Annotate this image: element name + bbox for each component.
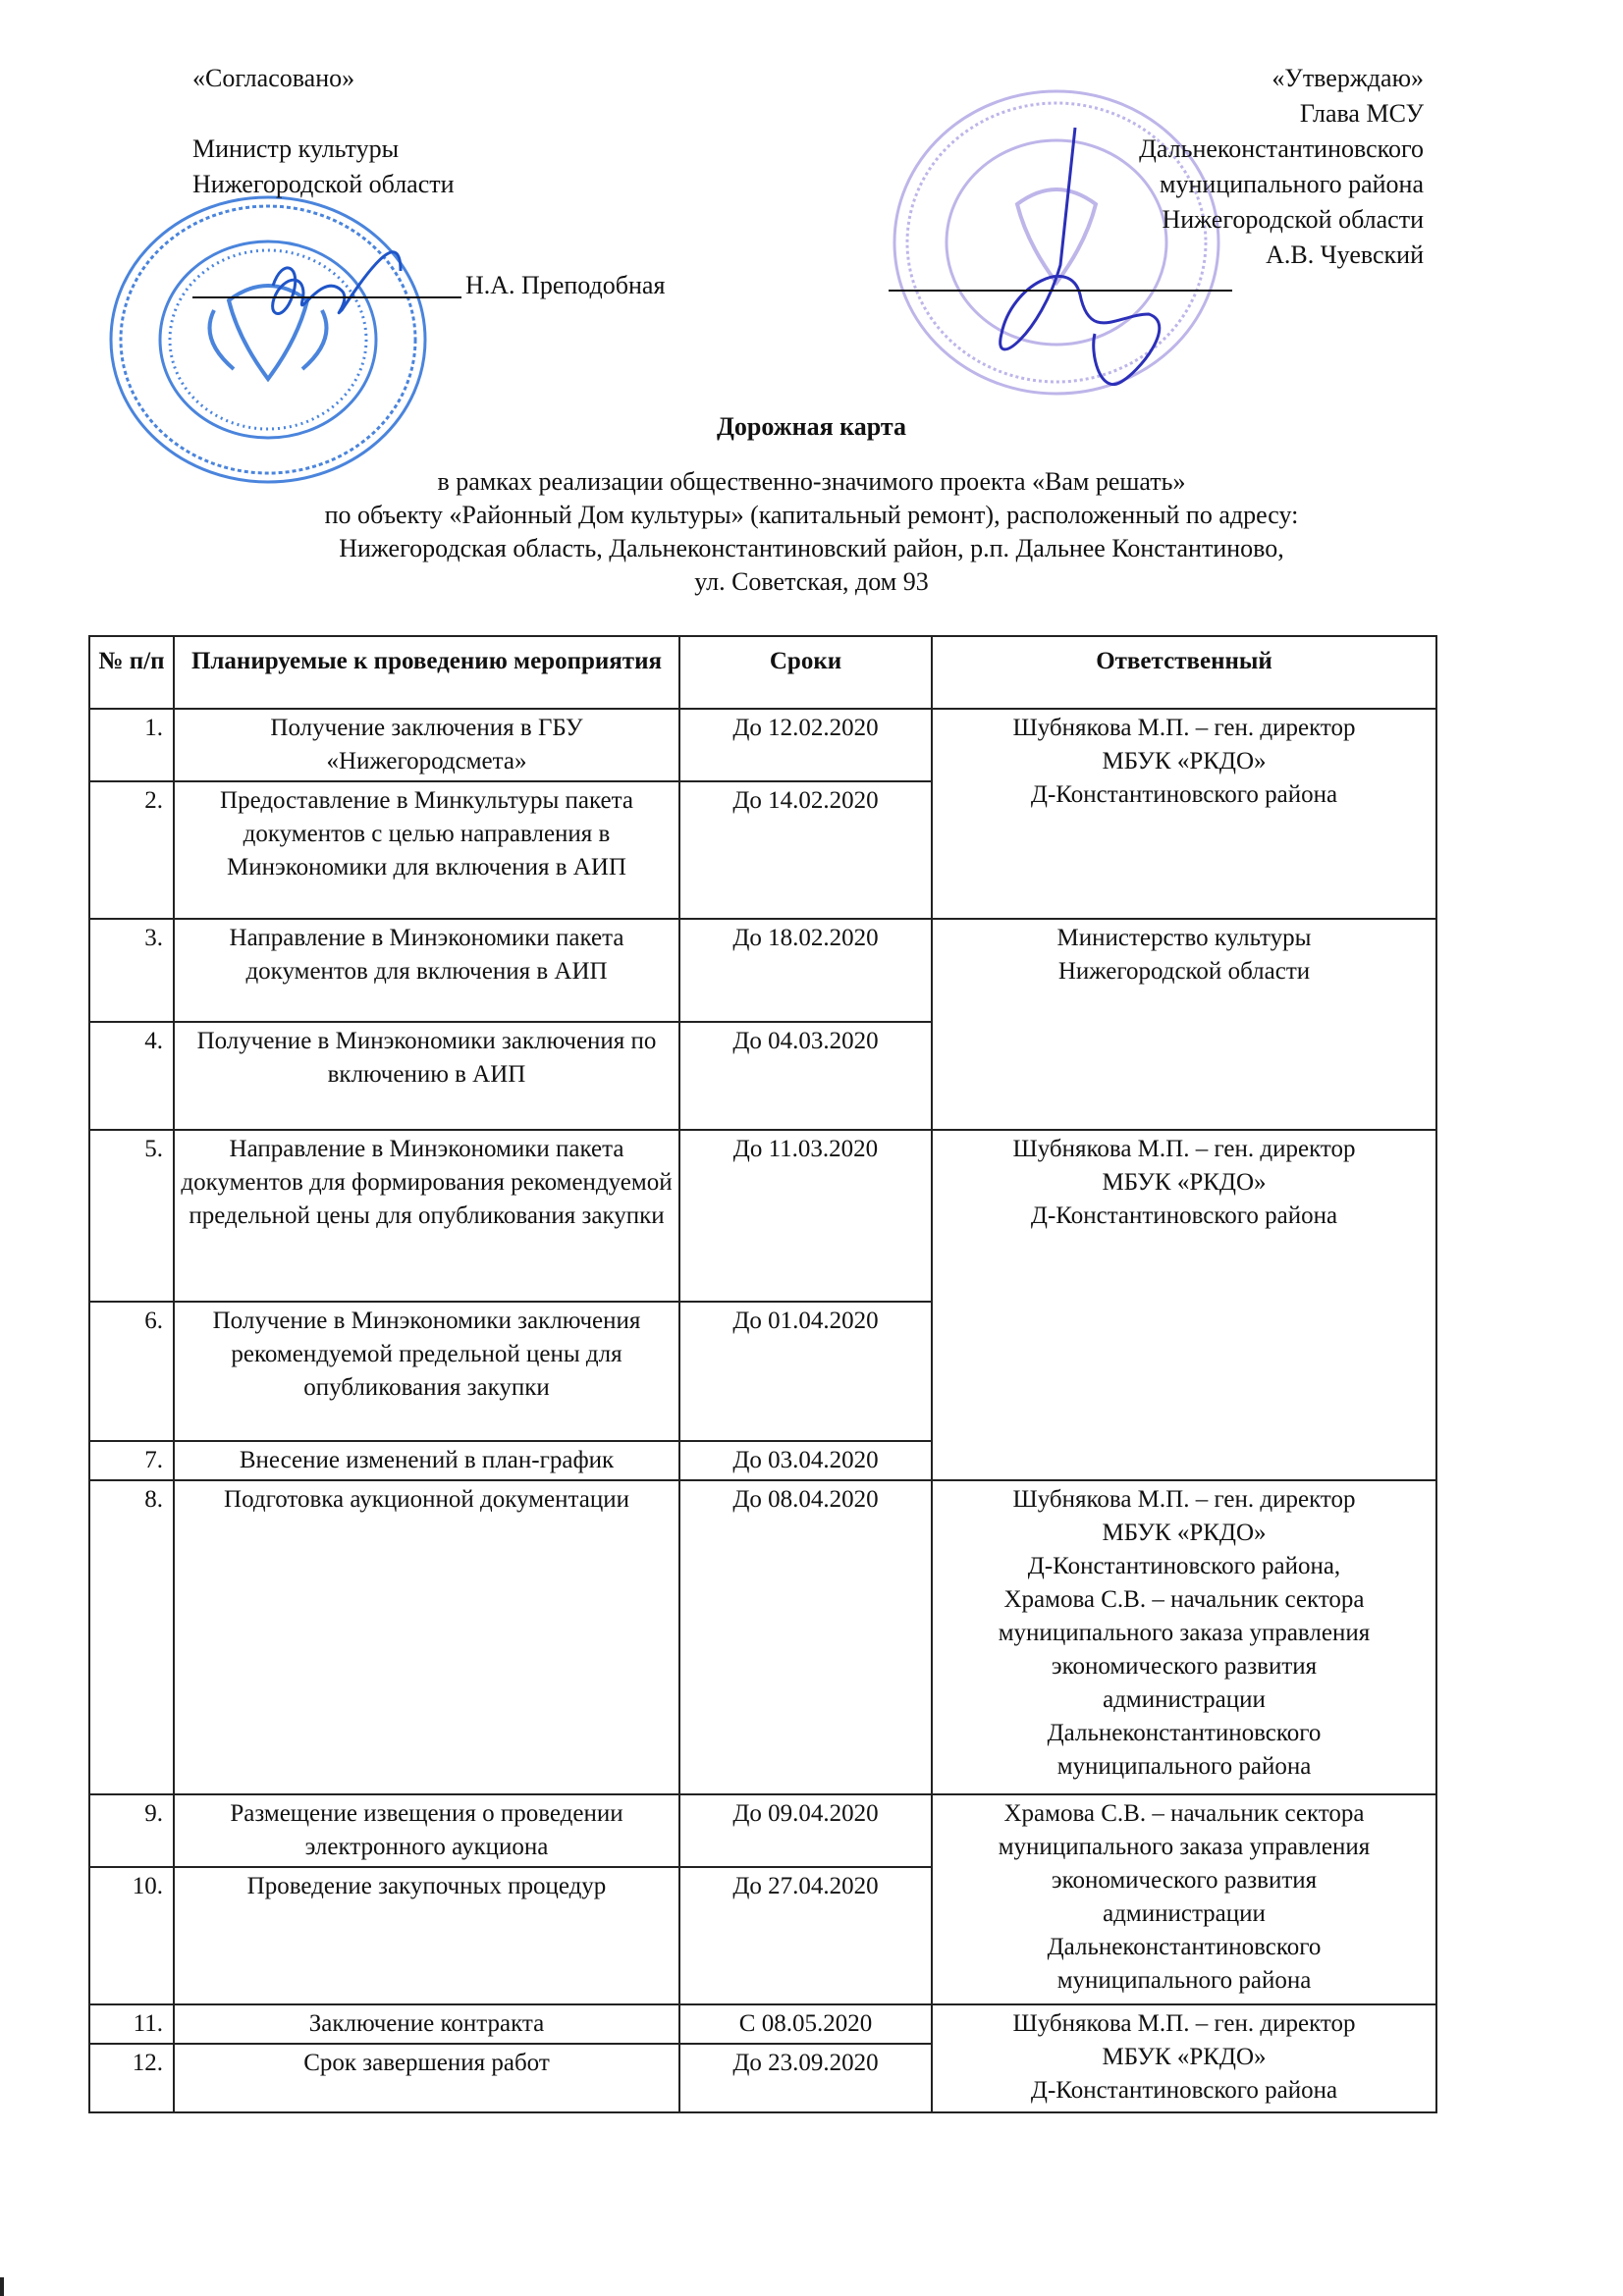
row-num: 12. xyxy=(89,2044,174,2112)
row-deadline: До 09.04.2020 xyxy=(679,1794,932,1867)
row-deadline: До 01.04.2020 xyxy=(679,1302,932,1441)
agreed-position-line: Нижегородской области xyxy=(192,170,455,198)
signature-line xyxy=(889,290,1232,292)
table-row xyxy=(89,1130,1436,1302)
row-deadline: До 08.04.2020 xyxy=(679,1480,932,1794)
row-num: 5. xyxy=(89,1130,174,1302)
row-deadline: До 14.02.2020 xyxy=(679,781,932,919)
approved-block xyxy=(1139,61,1424,273)
approved-label: «Утверждаю» xyxy=(1271,64,1424,92)
subtitle-line: в рамках реализации общественно-значимого проекта «Вам решать» xyxy=(437,467,1186,496)
table-header-row xyxy=(89,636,1436,709)
row-activity: Заключение контракта xyxy=(174,2004,679,2044)
row-deadline: До 12.02.2020 xyxy=(679,709,932,781)
row-activity: Подготовка аукционной документации xyxy=(174,1480,679,1794)
row-activity: Предоставление в Минкультуры пакета документов с целью направления в Минэкономики для включения в АИП xyxy=(174,781,679,919)
row-deadline: До 23.09.2020 xyxy=(679,2044,932,2112)
row-activity: Размещение извещения о проведении электронного аукциона xyxy=(174,1794,679,1867)
approved-position-line: Нижегородской области xyxy=(1162,205,1424,234)
row-deadline: До 27.04.2020 xyxy=(679,1867,932,2004)
agreed-signatory: Н.А. Преподобная xyxy=(465,271,666,299)
row-activity: Срок завершения работ xyxy=(174,2044,679,2112)
approved-position-line: Глава МСУ xyxy=(1299,99,1424,128)
row-activity: Получение в Минэкономики заключения по включению в АИП xyxy=(174,1022,679,1130)
roadmap-table xyxy=(88,635,1437,2113)
table-row xyxy=(89,1480,1436,1794)
table-row xyxy=(89,709,1436,781)
row-num: 2. xyxy=(89,781,174,919)
table-row xyxy=(89,919,1436,1022)
agreed-label: «Согласовано» xyxy=(192,64,355,92)
row-num: 1. xyxy=(89,709,174,781)
row-responsible: Шубнякова М.П. – ген. директор МБУК «РКДО» Д-Константиновского района xyxy=(932,2004,1436,2112)
table-row xyxy=(89,1794,1436,1867)
scan-edge-mark xyxy=(0,2277,4,2296)
subtitle-line: Нижегородская область, Дальнеконстантиновский район, р.п. Дальнее Константиново, xyxy=(339,534,1284,562)
approved-signatory: А.В. Чуевский xyxy=(1266,240,1424,269)
approved-position-line: муниципального района xyxy=(1160,170,1424,198)
agreed-position-line: Министр культуры xyxy=(192,134,400,163)
row-num: 11. xyxy=(89,2004,174,2044)
subtitle-line: по объекту «Районный Дом культуры» (капитальный ремонт), расположенный по адресу: xyxy=(324,501,1299,529)
agreed-block xyxy=(192,61,455,202)
header-deadline: Сроки xyxy=(679,636,932,709)
row-responsible: Шубнякова М.П. – ген. директор МБУК «РКДО» Д-Константиновского района, Храмова С.В. – начальник сектора муниципального заказа управления экономического развития администрации Дальнеконстантиновского муниципального района xyxy=(932,1480,1436,1794)
row-deadline: С 08.05.2020 xyxy=(679,2004,932,2044)
approved-position-line: Дальнеконстантиновского xyxy=(1139,134,1424,163)
row-activity: Направление в Минэкономики пакета документов для формирования рекомендуемой предельной цены для опубликования закупки xyxy=(174,1130,679,1302)
row-deadline: До 04.03.2020 xyxy=(679,1022,932,1130)
row-num: 3. xyxy=(89,919,174,1022)
row-num: 4. xyxy=(89,1022,174,1130)
row-num: 7. xyxy=(89,1441,174,1480)
row-num: 10. xyxy=(89,1867,174,2004)
row-responsible: Храмова С.В. – начальник сектора муниципального заказа управления экономического развития администрации Дальнеконстантиновского муниципального района xyxy=(932,1794,1436,2004)
row-responsible: Шубнякова М.П. – ген. директор МБУК «РКДО» Д-Константиновского района xyxy=(932,1130,1436,1480)
row-activity: Получение заключения в ГБУ «Нижегородсмета» xyxy=(174,709,679,781)
row-deadline: До 11.03.2020 xyxy=(679,1130,932,1302)
row-deadline: До 18.02.2020 xyxy=(679,919,932,1022)
header-responsible: Ответственный xyxy=(932,636,1436,709)
header-activity: Планируемые к проведению мероприятия xyxy=(174,636,679,709)
row-activity: Получение в Минэкономики заключения рекомендуемой предельной цены для опубликования закупки xyxy=(174,1302,679,1441)
document-title: Дорожная карта xyxy=(717,412,906,441)
subtitle-line: ул. Советская, дом 93 xyxy=(694,567,929,596)
row-deadline: До 03.04.2020 xyxy=(679,1441,932,1480)
row-activity: Направление в Минэкономики пакета документов для включения в АИП xyxy=(174,919,679,1022)
row-activity: Внесение изменений в план-график xyxy=(174,1441,679,1480)
header-num: № п/п xyxy=(89,636,174,709)
row-num: 6. xyxy=(89,1302,174,1441)
signature-line xyxy=(192,296,461,298)
table-row xyxy=(89,2004,1436,2044)
ministry-seal-stamp-icon xyxy=(106,192,430,487)
row-responsible: Министерство культуры Нижегородской области xyxy=(932,919,1436,1130)
row-num: 8. xyxy=(89,1480,174,1794)
row-num: 9. xyxy=(89,1794,174,1867)
document-subtitle xyxy=(0,465,1623,599)
row-responsible: Шубнякова М.П. – ген. директор МБУК «РКДО» Д-Константиновского района xyxy=(932,709,1436,919)
row-activity: Проведение закупочных процедур xyxy=(174,1867,679,2004)
